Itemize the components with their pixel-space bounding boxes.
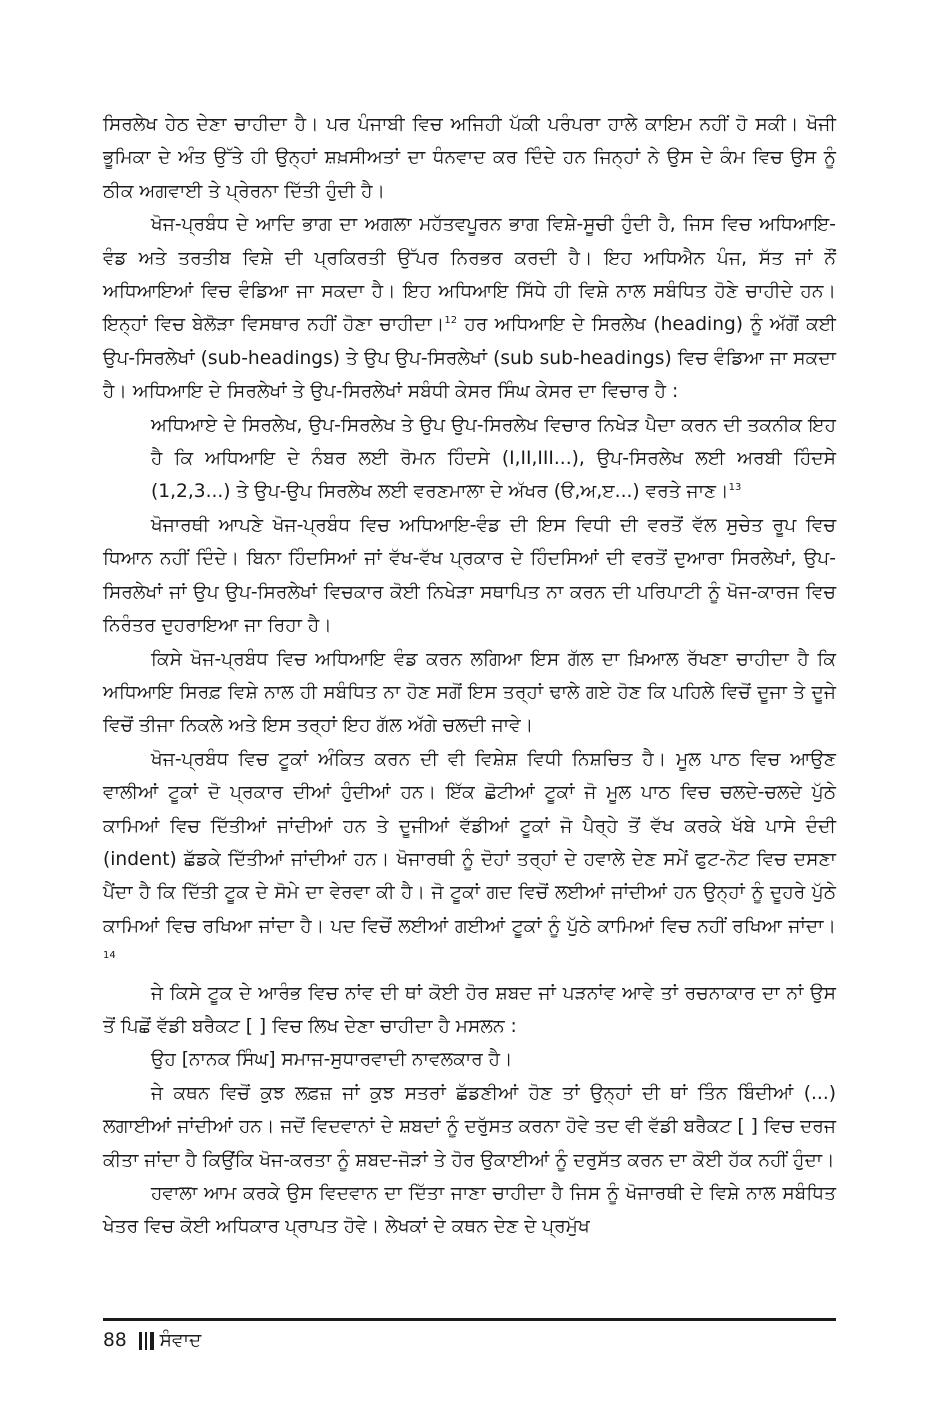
paragraph-10 [103, 1177, 836, 1244]
paragraph-4-text: ਖੋਜਾਰਥੀ ਆਪਣੇ ਖੋਜ-ਪ੍ਰਬੰਧ ਵਿਚ ਅਧਿਆਇ-ਵੰਡ ਦੀ ਇਸ ਵਿਧੀ ਦੀ ਵਰਤੋਂ ਵੱਲ ਸੁਚੇਤ ਰੂਪ ਵਿਚ ਧਿਆਨ ਨਹੀਂ ਦਿੰਦੇ। ਬਿਨਾ ਹਿੰਦਸਿਆਂ ਜਾਂ ਵੱਖ-ਵੱਖ ਪ੍ਰਕਾਰ ਦੇ ਹਿੰਦਸਿਆਂ ਦੀ ਵਰਤੋਂ ਦੁਆਰਾ ਸਿਰਲੇਖਾਂ, ਉਪ-ਸਿਰਲੇਖਾਂ ਜਾਂ ਉਪ ਉਪ-ਸਿਰਲੇਖਾਂ ਵਿਚਕਾਰ ਕੋਈ ਨਿਖੇੜਾ ਸਥਾਪਿਤ ਨਾ ਕਰਨ ਦੀ ਪਰਿਪਾਟੀ ਨੂੰ ਖੋਜ-ਕਾਰਜ ਵਿਚ ਨਿਰੰਤਰ ਦੁਹਰਾਇਆ ਜਾ ਰਿਹਾ ਹੈ। [103, 514, 836, 637]
footer-line [103, 1330, 201, 1351]
paragraph-6 [103, 743, 836, 977]
page-footer [103, 1318, 836, 1351]
paragraph-1 [103, 108, 836, 208]
footnote-ref-13: 13 [728, 482, 742, 494]
paragraph-9 [103, 1077, 836, 1177]
example-line-text: ਉਹ [ਨਾਨਕ ਸਿੰਘ] ਸਮਾਜ-ਸੁਧਾਰਵਾਦੀ ਨਾਵਲਕਾਰ ਹੈ। [151, 1049, 513, 1071]
paragraph-2 [103, 208, 836, 408]
paragraph-7 [103, 977, 836, 1044]
paragraph-9-text: ਜੇ ਕਥਨ ਵਿਚੋਂ ਕੁਝ ਲਫ਼ਜ਼ ਜਾਂ ਕੁਝ ਸਤਰਾਂ ਛੱਡਣੀਆਂ ਹੋਣ ਤਾਂ ਉਨ੍ਹਾਂ ਦੀ ਥਾਂ ਤਿੰਨ ਬਿੰਦੀਆਂ (...) ਲਗਾਈਆਂ ਜਾਂਦੀਆਂ ਹਨ। ਜਦੋਂ ਵਿਦਵਾਨਾਂ ਦੇ ਸ਼ਬਦਾਂ ਨੂੰ ਦਰੁੱਸਤ ਕਰਨਾ ਹੋਵੇ ਤਦ ਵੀ ਵੱਡੀ ਬਰੈਕਟ [ ] ਵਿਚ ਦਰਜ ਕੀਤਾ ਜਾਂਦਾ ਹੈ ਕਿਉਂਕਿ ਖੋਜ-ਕਰਤਾ ਨੂੰ ਸ਼ਬਦ-ਜੋੜਾਂ ਤੇ ਹੋਰ ਉਕਾਈਆਂ ਨੂੰ ਦਰੁਸੱਤ ਕਰਨ ਦਾ ਕੋਈ ਹੱਕ ਨਹੀਂ ਹੁੰਦਾ। [103, 1082, 836, 1171]
footnote-ref-14: 14 [103, 949, 116, 961]
bars-icon [139, 1332, 154, 1350]
paragraph-6-text: ਖੋਜ-ਪ੍ਰਬੰਧ ਵਿਚ ਟੂਕਾਂ ਅੰਕਿਤ ਕਰਨ ਦੀ ਵੀ ਵਿਸ਼ੇਸ਼ ਵਿਧੀ ਨਿਸ਼ਚਿਤ ਹੈ। ਮੂਲ ਪਾਠ ਵਿਚ ਆਉਣ ਵਾਲੀਆਂ ਟੂਕਾਂ ਦੋ ਪ੍ਰਕਾਰ ਦੀਆਂ ਹੁੰਦੀਆਂ ਹਨ। ਇੱਕ ਛੋਟੀਆਂ ਟੂਕਾਂ ਜੋ ਮੂਲ ਪਾਠ ਵਿਚ ਚਲਦੇ-ਚਲਦੇ ਪੁੱਠੇ ਕਾਮਿਆਂ ਵਿਚ ਦਿੱਤੀਆਂ ਜਾਂਦੀਆਂ ਹਨ ਤੇ ਦੂਜੀਆਂ ਵੱਡੀਆਂ ਟੂਕਾਂ ਜੋ ਪੈਰ੍ਹੇ ਤੋਂ ਵੱਖ ਕਰਕੇ ਖੱਬੇ ਪਾਸੇ ਦੰਦੀ (indent) ਛੱਡਕੇ ਦਿੱਤੀਆਂ ਜਾਂਦੀਆਂ ਹਨ। ਖੋਜਾਰਥੀ ਨੂੰ ਦੋਹਾਂ ਤਰ੍ਹਾਂ ਦੇ ਹਵਾਲੇ ਦੇਣ ਸਮੇਂ ਫੁਟ-ਨੋਟ ਵਿਚ ਦਸਣਾ ਪੈਂਦਾ ਹੈ ਕਿ ਦਿੱਤੀ ਟੂਕ ਦੇ ਸੋਮੇ ਦਾ ਵੇਰਵਾ ਕੀ ਹੈ। ਜੋ ਟੂਕਾਂ ਗਦ ਵਿਚੋਂ ਲਈਆਂ ਜਾਂਦੀਆਂ ਹਨ ਉਨ੍ਹਾਂ ਨੂੰ ਦੂਹਰੇ ਪੁੱਠੇ ਕਾਮਿਆਂ ਵਿਚ ਰਖਿਆ ਜਾਂਦਾ ਹੈ। ਪਦ ਵਿਚੋਂ ਲਈਆਂ ਗਈਆਂ ਟੂਕਾਂ ਨੂੰ ਪੁੱਠੇ ਕਾਮਿਆਂ ਵਿਚ ਨਹੀਂ ਰਖਿਆ ਜਾਂਦਾ। [103, 748, 836, 937]
paragraph-5-text: ਕਿਸੇ ਖੋਜ-ਪ੍ਰਬੰਧ ਵਿਚ ਅਧਿਆਇ ਵੰਡ ਕਰਨ ਲਗਿਆ ਇਸ ਗੱਲ ਦਾ ਖ਼ਿਆਲ ਰੱਖਣਾ ਚਾਹੀਦਾ ਹੈ ਕਿ ਅਧਿਆਇ ਸਿਰਫ਼ ਵਿਸ਼ੇ ਨਾਲ ਹੀ ਸਬੰਧਿਤ ਨਾ ਹੋਣ ਸਗੋਂ ਇਸ ਤਰ੍ਹਾਂ ਢਾਲੇ ਗਏ ਹੋਣ ਕਿ ਪਹਿਲੇ ਵਿਚੋਂ ਦੂਜਾ ਤੇ ਦੂਜੇ ਵਿਚੋਂ ਤੀਜਾ ਨਿਕਲੇ ਅਤੇ ਇਸ ਤਰ੍ਹਾਂ ਇਹ ਗੱਲ ਅੱਗੇ ਚਲਦੀ ਜਾਵੇ। [103, 648, 836, 737]
page-number: 88 [103, 1330, 127, 1351]
journal-name: ਸੰਵਾਦ [159, 1330, 202, 1351]
footer-rule [103, 1318, 836, 1321]
paragraph-7-text: ਜੇ ਕਿਸੇ ਟੂਕ ਦੇ ਆਰੰਭ ਵਿਚ ਨਾਂਵ ਦੀ ਥਾਂ ਕੋਈ ਹੋਰ ਸ਼ਬਦ ਜਾਂ ਪੜਨਾਂਵ ਆਵੇ ਤਾਂ ਰਚਨਾਕਾਰ ਦਾ ਨਾਂ ਉਸ ਤੋਂ ਪਿਛੋਂ ਵੱਡੀ ਬਰੈਕਟ [ ] ਵਿਚ ਲਿਖ ਦੇਣਾ ਚਾਹੀਦਾ ਹੈ ਮਸਲਨ : [103, 982, 836, 1037]
paragraph-5 [103, 643, 836, 743]
paragraph-2-text-cont: ਹਰ ਅਧਿਆਇ ਦੇ ਸਿਰਲੇਖ (heading) ਨੂੰ ਅੱਗੋਂ ਕਈ ਉਪ-ਸਿਰਲੇਖਾਂ (sub-headings) ਤੇ ਉਪ ਉਪ-ਸਿਰਲੇਖਾਂ (sub sub-headings) ਵਿਚ ਵੰਡਿਆ ਜਾ ਸਕਦਾ ਹੈ। ਅਧਿਆਇ ਦੇ ਸਿਰਲੇਖਾਂ ਤੇ ਉਪ-ਸਿਰਲੇਖਾਂ ਸਬੰਧੀ ਕੇਸਰ ਸਿੰਘ ਕੇਸਰ ਦਾ ਵਿਚਾਰ ਹੈ : [103, 314, 837, 403]
block-quote [103, 409, 836, 509]
paragraph-10-text: ਹਵਾਲਾ ਆਮ ਕਰਕੇ ਉਸ ਵਿਦਵਾਨ ਦਾ ਦਿੱਤਾ ਜਾਣਾ ਚਾਹੀਦਾ ਹੈ ਜਿਸ ਨੂੰ ਖੋਜਾਰਥੀ ਦੇ ਵਿਸ਼ੇ ਨਾਲ ਸਬੰਧਿਤ ਖੇਤਰ ਵਿਚ ਕੋਈ ਅਧਿਕਾਰ ਪ੍ਰਾਪਤ ਹੋਵੇ। ਲੇਖਕਾਂ ਦੇ ਕਥਨ ਦੇਣ ਦੇ ਪ੍ਰਮੁੱਖ [103, 1183, 836, 1238]
footnote-ref-12: 12 [444, 315, 458, 327]
page-body [103, 108, 836, 1244]
paragraph-2-text: ਖੋਜ-ਪ੍ਰਬੰਧ ਦੇ ਆਦਿ ਭਾਗ ਦਾ ਅਗਲਾ ਮਹੱਤਵਪੂਰਨ ਭਾਗ ਵਿਸ਼ੇ-ਸੂਚੀ ਹੁੰਦੀ ਹੈ, ਜਿਸ ਵਿਚ ਅਧਿਆਇ-ਵੰਡ ਅਤੇ ਤਰਤੀਬ ਵਿਸ਼ੇ ਦੀ ਪ੍ਰਕਿਰਤੀ ਉੱਪਰ ਨਿਰਭਰ ਕਰਦੀ ਹੈ। ਇਹ ਅਧਿਐਨ ਪੰਜ, ਸੱਤ ਜਾਂ ਨੌਂ ਅਧਿਆਇਆਂ ਵਿਚ ਵੰਡਿਆ ਜਾ ਸਕਦਾ ਹੈ। ਇਹ ਅਧਿਆਇ ਸਿੱਧੇ ਹੀ ਵਿਸ਼ੇ ਨਾਲ ਸਬੰਧਿਤ ਹੋਣੇ ਚਾਹੀਦੇ ਹਨ। ਇਨ੍ਹਾਂ ਵਿਚ ਬੇਲੋੜਾ ਵਿਸਥਾਰ ਨਹੀਂ ਹੋਣਾ ਚਾਹੀਦਾ। [103, 214, 836, 336]
paragraph-4 [103, 509, 836, 643]
example-line [103, 1043, 836, 1076]
paragraph-1-text: ਸਿਰਲੇਖ ਹੇਠ ਦੇਣਾ ਚਾਹੀਦਾ ਹੈ। ਪਰ ਪੰਜਾਬੀ ਵਿਚ ਅਜਿਹੀ ਪੱਕੀ ਪਰੰਪਰਾ ਹਾਲੇ ਕਾਇਮ ਨਹੀਂ ਹੋ ਸਕੀ। ਖੋਜੀ ਭੂਮਿਕਾ ਦੇ ਅੰਤ ਉੱਤੇ ਹੀ ਉਨ੍ਹਾਂ ਸ਼ਖ਼ਸੀਅਤਾਂ ਦਾ ਧੰਨਵਾਦ ਕਰ ਦਿੰਦੇ ਹਨ ਜਿਨ੍ਹਾਂ ਨੇ ਉਸ ਦੇ ਕੰਮ ਵਿਚ ਉਸ ਨੂੰ ਠੀਕ ਅਗਵਾਈ ਤੇ ਪ੍ਰੇਰਨਾ ਦਿੱਤੀ ਹੁੰਦੀ ਹੈ। [103, 114, 836, 202]
block-quote-text: ਅਧਿਆਏ ਦੇ ਸਿਰਲੇਖ, ਉਪ-ਸਿਰਲੇਖ ਤੇ ਉਪ ਉਪ-ਸਿਰਲੇਖ ਵਿਚਾਰ ਨਿਖੇੜ ਪੈਦਾ ਕਰਨ ਦੀ ਤਕਨੀਕ ਇਹ ਹੈ ਕਿ ਅਧਿਆਇ ਦੇ ਨੰਬਰ ਲਈ ਰੋਮਨ ਹਿੰਦਸੇ (I,II,III...), ਉਪ-ਸਿਰਲੇਖ ਲਈ ਅਰਬੀ ਹਿੰਦਸੇ (1,2,3...) ਤੇ ਉਪ-ਉਪ ਸਿਰਲੇਖ ਲਈ ਵਰਣਮਾਲਾ ਦੇ ਅੱਖਰ (ੳ,ਅ,ੲ...) ਵਰਤੇ ਜਾਣ। [151, 414, 836, 503]
